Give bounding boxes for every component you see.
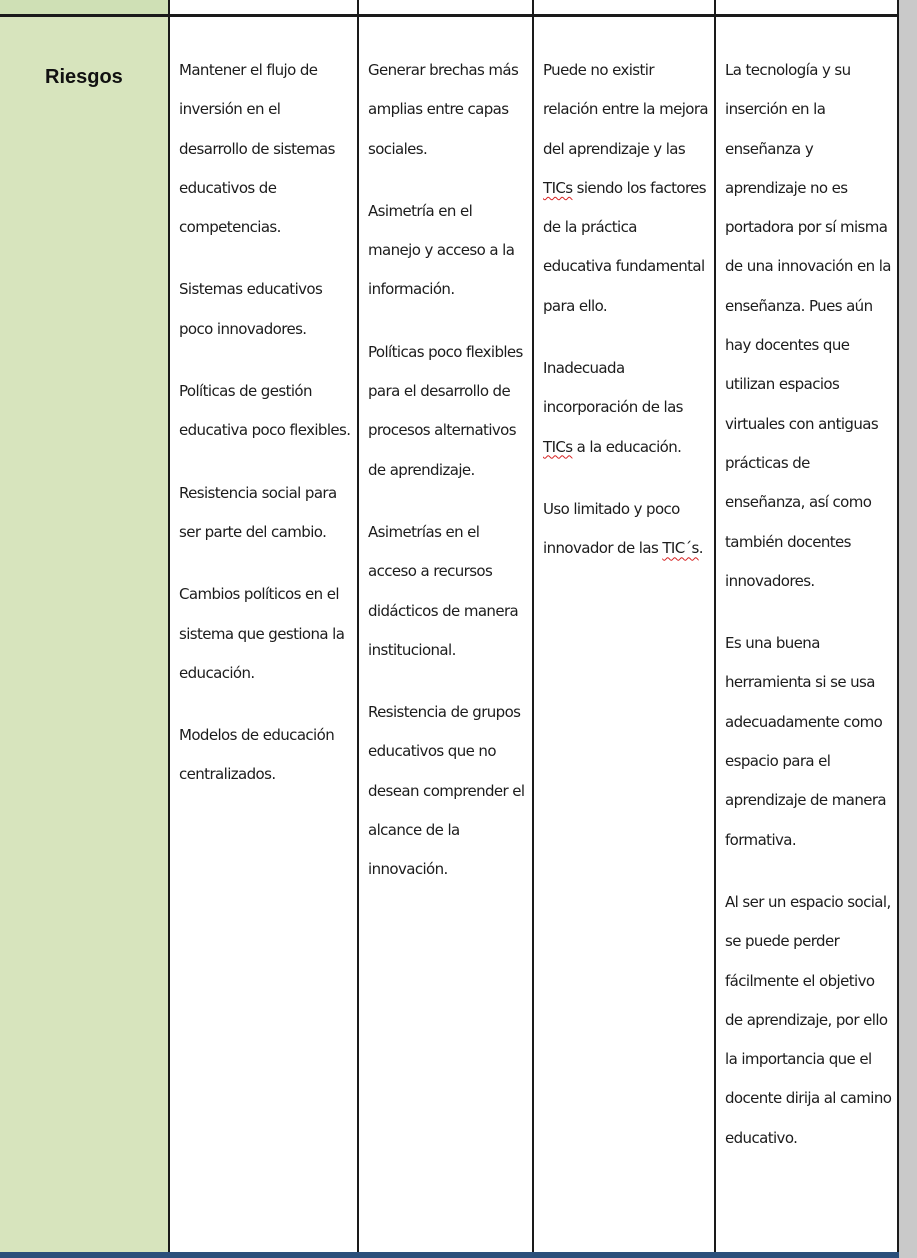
risk-item: Inadecuada incorporación de las TICs a la educación. xyxy=(543,359,683,456)
risk-column-4 xyxy=(725,51,893,1181)
risk-item: Puede no existir relación entre la mejora del aprendizaje y las TICs siendo los factores de la práctica educativa fundamental para ello. xyxy=(543,61,709,315)
spellcheck-underline: TIC´s xyxy=(662,539,699,558)
risk-item: Sistemas educativos poco innovadores. xyxy=(179,280,323,338)
risk-item: La tecnología y su inserción en la enseñanza y aprendizaje no es portadora por sí misma de una innovación en la enseñanza. Pues aún hay docentes que utilizan espacios virtuales con antiguas prácticas de enseñanza, así como también docentes innovadores. xyxy=(725,61,891,590)
risk-item: Cambios políticos en el sistema que gestiona la educación. xyxy=(179,585,345,682)
row-label: Riesgos xyxy=(45,66,123,88)
table-top-border xyxy=(0,14,899,17)
spellcheck-underline: TICs xyxy=(543,178,573,197)
page-right-margin xyxy=(899,0,917,1258)
risk-item: Generar brechas más amplias entre capas sociales. xyxy=(368,61,519,158)
risk-column-1 xyxy=(179,51,351,818)
risk-item: Asimetría en el manejo y acceso a la información. xyxy=(368,201,515,299)
spellcheck-underline: TICs xyxy=(543,437,573,456)
risk-item: Es una buena herramienta si se usa adecuadamente como espacio para el aprendizaje de manera formativa. xyxy=(725,634,887,849)
risk-item: Al ser un espacio social, se puede perder fácilmente el objetivo de aprendizaje, por ello la importancia que el docente dirija al camino educativo. xyxy=(725,892,892,1147)
column-divider xyxy=(532,0,534,1252)
column-divider xyxy=(714,0,716,1252)
column-divider xyxy=(357,0,359,1252)
risk-item: Políticas poco flexibles para el desarrollo de procesos alternativos de aprendizaje. xyxy=(368,342,523,479)
risk-item: Mantener el flujo de inversión en el desarrollo de sistemas educativos de competencias. xyxy=(179,61,335,237)
risk-item: Resistencia de grupos educativos que no desean comprender el alcance de la innovación. xyxy=(368,703,525,879)
risk-column-2 xyxy=(368,51,526,913)
row-label-cell xyxy=(0,17,168,1252)
risk-item: Uso limitado y poco innovador de las TIC´s. xyxy=(543,499,703,558)
risk-column-3 xyxy=(543,51,709,592)
top-label-strip xyxy=(0,0,168,14)
column-divider xyxy=(168,0,170,1252)
risk-item: Asimetrías en el acceso a recursos didácticos de manera institucional. xyxy=(368,522,519,659)
risk-item: Resistencia social para ser parte del cambio. xyxy=(179,483,337,541)
risk-item: Modelos de educación centralizados. xyxy=(179,726,335,784)
table-bottom-border xyxy=(0,1252,899,1258)
risk-item: Políticas de gestión educativa poco flexibles. xyxy=(179,382,351,440)
